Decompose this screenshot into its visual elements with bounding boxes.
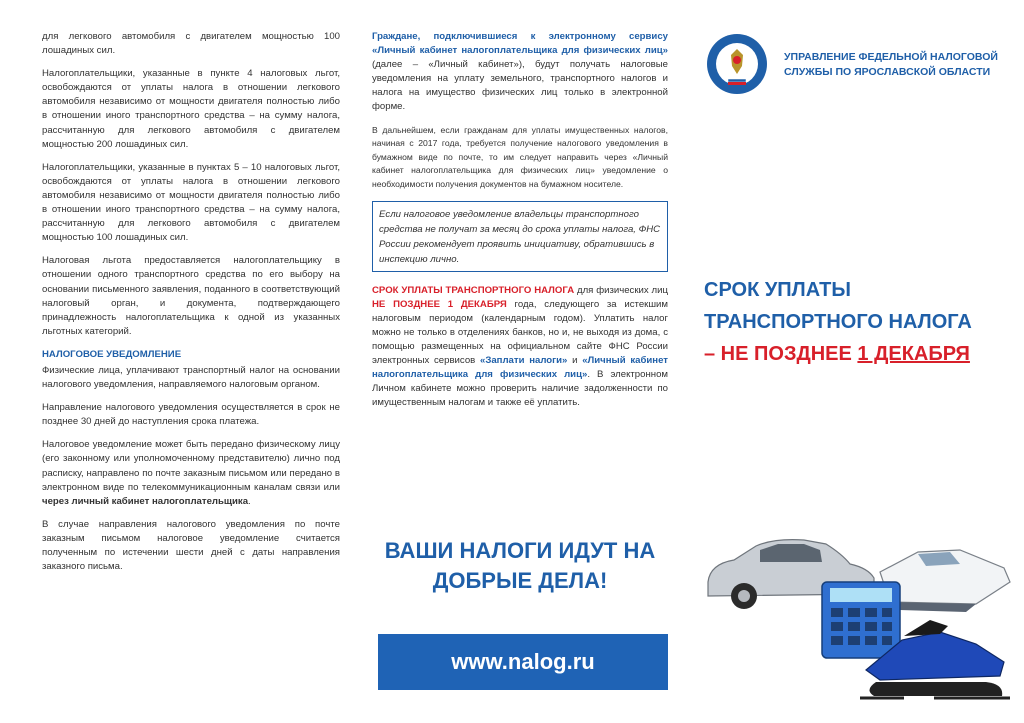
- org-line: СЛУЖБЫ ПО ЯРОСЛАВСКОЙ ОБЛАСТИ: [784, 66, 991, 78]
- paragraph: Налогоплательщики, указанные в пунктах 5 – 10 налоговых льгот, освобождаются от уплаты налога в отношении легкового автомобиля независимо от мощности двигателя полностью либо в отношении иного транспортного средства – на сумму налога, рассчитанную для легкового автомобиля с двигателем мощностью 100 лошадиных сил.: [42, 161, 340, 244]
- paragraph: Физические лица, уплачивают транспортный налог на основании налогового уведомления, направляемого налоговым органом.: [42, 364, 340, 391]
- paragraph: Налоговая льгота предоставляется налогоплательщику в отношении одного транспортного средства по его выбору на основании письменного заявления, поданного в соответствующий налоговый орган, и документа, подтверждающего принадлежность налогоплательщика к одной из указанных льготных категорий.: [42, 255, 340, 337]
- text-span: для физических лиц: [574, 284, 668, 296]
- text-span: и: [567, 355, 583, 366]
- deadline-line: [704, 338, 1014, 370]
- highlight-text: Граждане, подключившиеся к электронному сервису «Личный кабинет налогоплательщика для физических лиц»: [372, 31, 668, 57]
- text-span: Налоговое уведомление может быть передано физическому лицу (его законному или уполномоченному представителю) лично под расписку, направлено по почте заказным письмом или передано в электронном виде по телекоммуникационным каналам связи или: [42, 439, 340, 493]
- paragraph: Налогоплательщики, указанные в пункте 4 налоговых льгот, освобождаются от уплаты налога в отношении легкового автомобиля независимо от мощности двигателя полностью либо в отношении иного транспортного средства – на сумму налога, рассчитанную для легкового автомобиля с двигателем мощностью 200 лошадиных сил.: [42, 68, 340, 150]
- deadline-line: СРОК УПЛАТЫ: [704, 279, 851, 301]
- middle-column: [372, 30, 668, 419]
- text-span: года, следующего за истекшим налоговым периодом (календарным годом). Уплатить налог можно не только в отделениях банков, но и, не выходя из дома, с помощью размещенных на официальном сайте ФНС России электронных сервисов: [372, 298, 668, 366]
- left-column: [42, 30, 340, 583]
- paragraph: [372, 30, 668, 115]
- paragraph: [372, 284, 668, 411]
- slogan-line: ВАШИ НАЛОГИ ИДУТ НА: [384, 538, 656, 563]
- text-span: .: [248, 495, 251, 507]
- deadline-date: 1 ДЕКАБРЯ: [857, 343, 970, 365]
- vehicles-illustration: [704, 520, 1014, 710]
- deadline-heading: [704, 274, 1014, 370]
- text-span: (далее – «Личный кабинет»), будут получать налоговые уведомления на уплату земельного, транспортного налогов и налога на имущество физических лиц только в электронной форме.: [372, 59, 668, 113]
- slogan-line: ДОБРЫЕ ДЕЛА!: [432, 568, 608, 593]
- calculator-icon: [822, 582, 900, 658]
- text-span: – НЕ ПОЗДНЕЕ: [704, 343, 858, 365]
- highlight-text: НЕ ПОЗДНЕЕ 1 ДЕКАБРЯ: [372, 298, 507, 310]
- paragraph: В дальнейшем, если гражданам для уплаты имущественных налогов, начиная с 2017 года, требуется получение налогового уведомления в бумажном виде по почте, то им следует направить через «Личный кабинет налогоплательщика для физических лиц» уведомление о необходимости получения документов на бумажном носителе.: [372, 124, 668, 189]
- fns-emblem-icon: [706, 33, 768, 95]
- section-title-tax-notice: НАЛОГОВОЕ УВЕДОМЛЕНИЕ: [42, 348, 182, 360]
- service-name: «Заплати налоги»: [479, 355, 568, 366]
- bold-text: через личный кабинет налогоплательщика: [42, 495, 249, 507]
- paragraph: Направление налогового уведомления осуществляется в срок не позднее 30 дней до наступления срока платежа.: [42, 402, 340, 428]
- service-name: «Личный кабинет налогоплательщика для физических лиц»: [372, 355, 669, 381]
- text-span: . В электронном Личном кабинете можно проверить наличие задолженности по имущественным налогам и также её уплатить.: [372, 369, 668, 409]
- website-banner[interactable]: www.nalog.ru: [378, 634, 668, 690]
- paragraph: В случае направления налогового уведомления по почте заказным письмом налоговое уведомление считается полученным по истечении шести дней с даты направления заказного письма.: [42, 518, 340, 573]
- paragraph: для легкового автомобиля с двигателем мощностью 100 лошадиных сил.: [42, 31, 340, 57]
- highlight-text: СРОК УПЛАТЫ ТРАНСПОРТНОГО НАЛОГА: [372, 284, 575, 296]
- organization-name: [784, 50, 1004, 80]
- slogan: [372, 536, 668, 596]
- deadline-line: ТРАНСПОРТНОГО НАЛОГА: [704, 311, 972, 333]
- paragraph: [42, 438, 340, 508]
- org-line: УПРАВЛЕНИЕ ФЕДЕЛЬНОЙ НАЛОГОВОЙ: [784, 51, 998, 63]
- notice-box: Если налоговое уведомление владельцы транспортного средства не получат за месяц до срока уплаты налога, ФНС России рекомендует проявить инициативу, обратившись в инспекцию лично.: [372, 201, 668, 272]
